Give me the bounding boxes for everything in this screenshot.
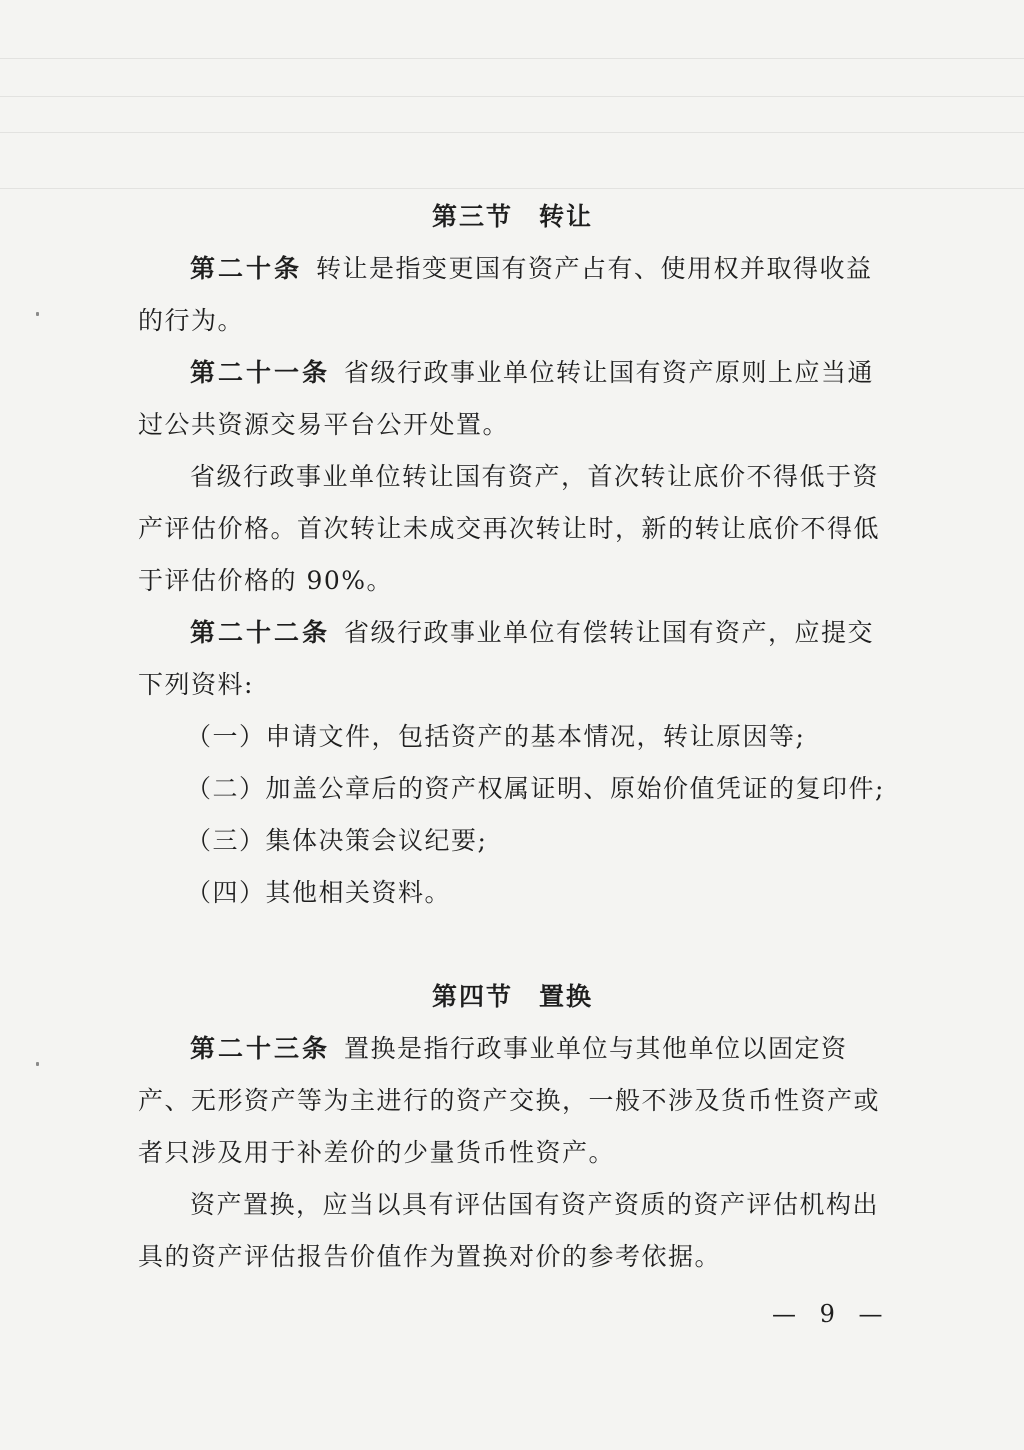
section-number: 第三节	[432, 202, 514, 231]
paragraph-line: 产评估价格。首次转让未成交再次转让时，新的转让底价不得低	[138, 514, 881, 543]
section-title: 置换	[539, 982, 594, 1011]
article-text: 转让是指变更国有资产占有、使用权并取得收益	[316, 254, 873, 283]
paragraph-line: 资产置换，应当以具有评估国有资产资质的资产评估机构出	[190, 1190, 880, 1219]
scan-line	[0, 96, 1024, 97]
paragraph-line: 具的资产评估报告价值作为置换对价的参考依据。	[138, 1242, 722, 1271]
article-21	[190, 356, 874, 390]
list-item: （一）申请文件，包括资产的基本情况，转让原因等;	[186, 722, 806, 751]
scan-speck	[36, 1062, 39, 1066]
list-item: （四）其他相关资料。	[186, 878, 452, 907]
scan-line	[0, 58, 1024, 59]
article-23	[190, 1032, 848, 1066]
article-label: 第二十一条	[190, 358, 331, 387]
article-text: 置换是指行政事业单位与其他单位以固定资	[344, 1034, 848, 1063]
list-item: （二）加盖公章后的资产权属证明、原始价值凭证的复印件;	[186, 774, 885, 803]
page-number: — 9 —	[772, 1300, 891, 1328]
article-text: 省级行政事业单位有偿转让国有资产，应提交	[344, 618, 875, 647]
article-21-continued: 过公共资源交易平台公开处置。	[138, 410, 510, 439]
scan-line	[0, 132, 1024, 133]
article-text: 省级行政事业单位转让国有资产原则上应当通	[344, 358, 875, 387]
article-20	[190, 252, 873, 286]
paragraph-line: 于评估价格的 90%。	[138, 566, 394, 595]
section-title: 转让	[539, 202, 594, 231]
article-22-continued: 下列资料:	[138, 670, 254, 699]
section-heading-exchange	[432, 980, 593, 1014]
article-label: 第二十二条	[190, 618, 331, 647]
article-23-continued: 者只涉及用于补差价的少量货币性资产。	[138, 1138, 616, 1167]
article-22	[190, 616, 874, 650]
section-number: 第四节	[432, 982, 514, 1011]
article-20-continued: 的行为。	[138, 306, 245, 335]
article-23-continued: 产、无形资产等为主进行的资产交换，一般不涉及货币性资产或	[138, 1086, 881, 1115]
article-label: 第二十三条	[190, 1034, 331, 1063]
list-item: （三）集体决策会议纪要;	[186, 826, 488, 855]
scan-line	[0, 188, 1024, 189]
scan-speck	[36, 312, 39, 316]
article-label: 第二十条	[190, 254, 303, 283]
paragraph-line: 省级行政事业单位转让国有资产，首次转让底价不得低于资	[190, 462, 880, 491]
section-heading-transfer	[432, 200, 593, 234]
